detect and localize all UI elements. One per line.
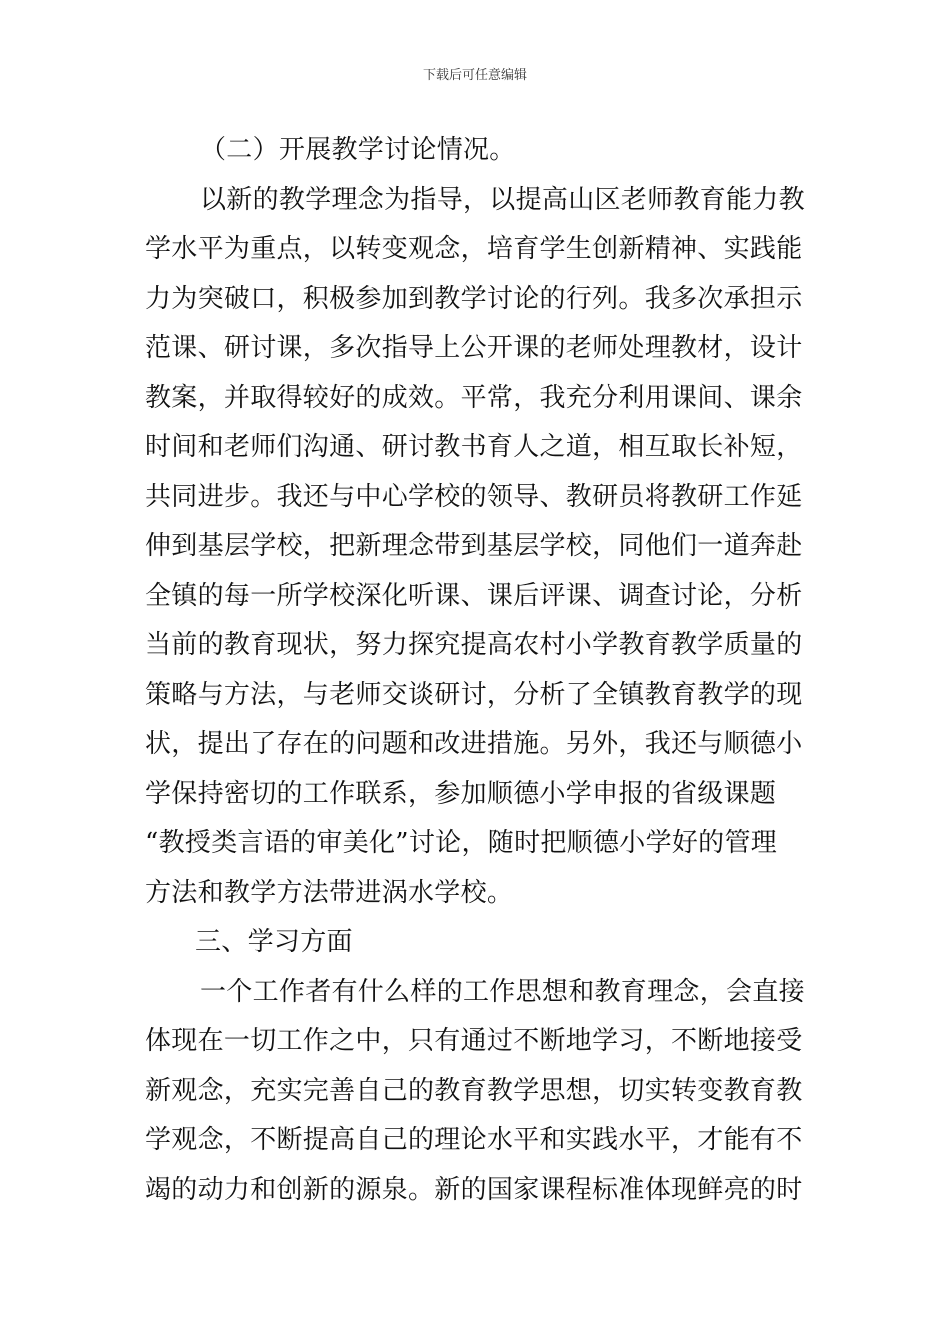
paragraph-line: 以新的教学理念为指导，以提高山区老师教育能力教: [200, 185, 805, 215]
paragraph-line: 状，提出了存在的问题和改进措施。另外，我还与顺德小: [145, 729, 803, 759]
paragraph-line: 竭的动力和创新的源泉。新的国家课程标准体现鲜亮的时: [145, 1175, 803, 1205]
section-heading-learning: 三、学习方面: [195, 927, 353, 957]
paragraph-line: 策略与方法，与老师交谈研讨，分析了全镇教育教学的现: [145, 680, 803, 710]
paragraph-line: “教授类言语的审美化”讨论，随时把顺德小学好的管理: [145, 828, 778, 858]
paragraph-line: 力为突破口，积极参加到教学讨论的行列。我多次承担示: [145, 284, 803, 314]
paragraph-line: 伸到基层学校，把新理念带到基层学校，同他们一道奔赴: [145, 531, 803, 561]
page-header: 下载后可任意编辑: [422, 68, 527, 83]
paragraph-line: 教案，并取得较好的成效。平常，我充分利用课间、课余: [145, 383, 803, 413]
paragraph-line: 方法和教学方法带进涡水学校。: [145, 878, 514, 908]
section-heading-teaching-discussion: （二）开展教学讨论情况。: [200, 135, 516, 165]
paragraph-line: 学水平为重点，以转变观念，培育学生创新精神、实践能: [145, 234, 803, 264]
paragraph-line: 新观念，充实完善自己的教育教学思想，切实转变教育教: [145, 1076, 803, 1106]
paragraph-line: 全镇的每一所学校深化听课、课后评课、调查讨论，分析: [145, 581, 803, 611]
paragraph-line: 时间和老师们沟通、研讨教书育人之道，相互取长补短，: [145, 432, 803, 462]
paragraph-line: 体现在一切工作之中，只有通过不断地学习，不断地接受: [145, 1026, 803, 1056]
paragraph-line: 范课、研讨课，多次指导上公开课的老师处理教材，设计: [145, 333, 803, 363]
paragraph-line: 学保持密切的工作联系，参加顺德小学申报的省级课题: [145, 779, 777, 809]
paragraph-line: 当前的教育现状，努力探究提高农村小学教育教学质量的: [145, 630, 803, 660]
paragraph-line: 学观念，不断提高自己的理论水平和实践水平，才能有不: [145, 1125, 803, 1155]
paragraph-line: 一个工作者有什么样的工作思想和教育理念，会直接: [200, 977, 805, 1007]
paragraph-line: 共同进步。我还与中心学校的领导、教研员将教研工作延: [145, 482, 803, 512]
